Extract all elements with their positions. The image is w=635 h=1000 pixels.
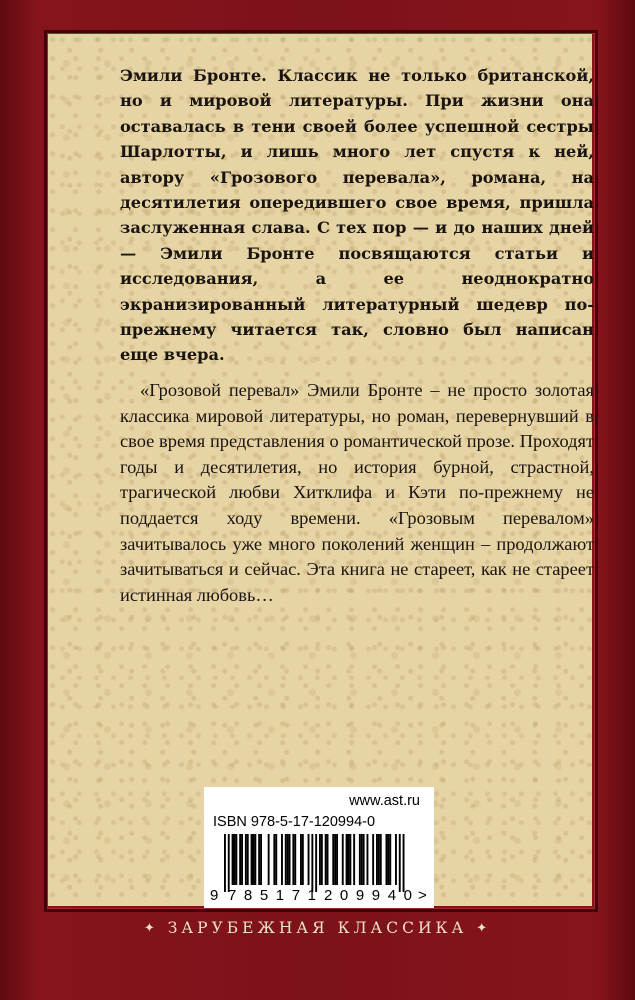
barcode-bar <box>281 834 283 885</box>
book-description-text: «Грозовой перевал» Эмили Бронте – не просто золотая классика мировой литературы, но роман, перевернувший в свое время представления о романтической прозе. Проходят годы и десятилетия, но история бурной, страстной, трагической любви Хитклифа и Кэти по-прежнему не поддается ходу времени. «Грозовым перевалом» зачитывалось уже много поколений женщин – продолжают зачитываться и сейчас. Эта книга не стареет, как не стареет истинная любовь… <box>120 380 594 605</box>
barcode-bar <box>228 834 230 892</box>
barcode-bar <box>251 834 253 885</box>
barcode-bar <box>241 834 243 885</box>
barcode-bar <box>353 834 355 885</box>
left-ornament-icon: ✦ <box>143 921 159 936</box>
barcode-bar <box>348 834 350 885</box>
isbn-number: ISBN 978-5-17-120994-0 <box>213 814 376 830</box>
series-title: ЗАРУБЕЖНАЯ КЛАССИКА <box>167 919 468 937</box>
barcode-bar <box>315 834 317 892</box>
barcode-bar <box>308 834 310 885</box>
barcode-bars <box>224 834 405 892</box>
barcode-block <box>204 787 434 908</box>
barcode-bar <box>372 834 374 885</box>
barcode-bar <box>378 834 380 885</box>
barcode-bar <box>387 834 389 885</box>
barcode-bar <box>367 834 369 885</box>
barcode-bar <box>380 834 382 885</box>
barcode-bar <box>332 834 334 885</box>
barcode-bar <box>321 834 323 885</box>
barcode-bar <box>239 834 241 885</box>
author-description: Эмили Бронте. Классик не только британской, но и мировой литературы. При жизни она оставалась в тени своей более успешной сестры Шарлотты, и лишь много лет спустя к ней, автору «Грозового перевала», романа, на десятилетия опередившего свое время, пришла заслуженная слава. С тех пор — и до наших дней — Эмили Бронте посвящаются статьи и исследования, а ее неоднократно экранизированный литературный шедевр по-прежнему читается так, словно был написан еще вчера. <box>120 66 594 365</box>
barcode-bar <box>285 834 287 885</box>
barcode-bar <box>260 834 262 885</box>
barcode-bar <box>273 834 275 885</box>
barcode-bar <box>361 834 363 885</box>
barcode-bar <box>346 834 348 885</box>
barcode-bar <box>334 834 336 885</box>
barcode-bar <box>325 834 327 885</box>
barcode-bar <box>386 834 388 885</box>
barcode-bar <box>342 834 344 885</box>
barcode-bar <box>319 834 321 885</box>
barcode-first-digit: 9 <box>210 887 219 904</box>
barcode-bar <box>363 834 365 885</box>
barcode-bar <box>258 834 260 885</box>
barcode-bar <box>336 834 338 885</box>
series-title-line <box>0 919 635 937</box>
barcode-bar <box>234 834 236 885</box>
barcode-bar <box>268 834 270 885</box>
barcode-bar <box>292 834 294 885</box>
barcode-bar <box>376 834 378 885</box>
barcode-bar <box>359 834 361 885</box>
barcode-bar <box>275 834 277 885</box>
barcode-right-digits: 209940 <box>324 887 412 904</box>
barcode-left-digits: 785171 <box>228 887 316 904</box>
barcode-bar <box>254 834 256 885</box>
barcode-bar <box>300 834 302 885</box>
barcode-bar <box>395 834 397 885</box>
barcode-bar <box>389 834 391 885</box>
barcode-quiet-mark: > <box>418 887 427 904</box>
barcode-bar <box>403 834 405 892</box>
publisher-url: www.ast.ru <box>349 793 420 809</box>
barcode-bar <box>232 834 234 885</box>
barcode-bar <box>224 834 226 892</box>
barcode-bar <box>302 834 304 885</box>
barcode-bar <box>294 834 296 885</box>
barcode-bar <box>327 834 329 885</box>
barcode-bar <box>311 834 313 892</box>
barcode-bar <box>399 834 401 892</box>
barcode-bar <box>349 834 351 885</box>
book-description <box>120 378 594 608</box>
barcode-graphic <box>204 787 434 908</box>
barcode-bar <box>289 834 291 885</box>
barcode-bar <box>287 834 289 885</box>
barcode-bar <box>247 834 249 885</box>
right-ornament-icon: ✦ <box>476 921 492 936</box>
barcode-bar <box>245 834 247 885</box>
barcode-bar <box>253 834 255 885</box>
barcode-bar <box>235 834 237 885</box>
